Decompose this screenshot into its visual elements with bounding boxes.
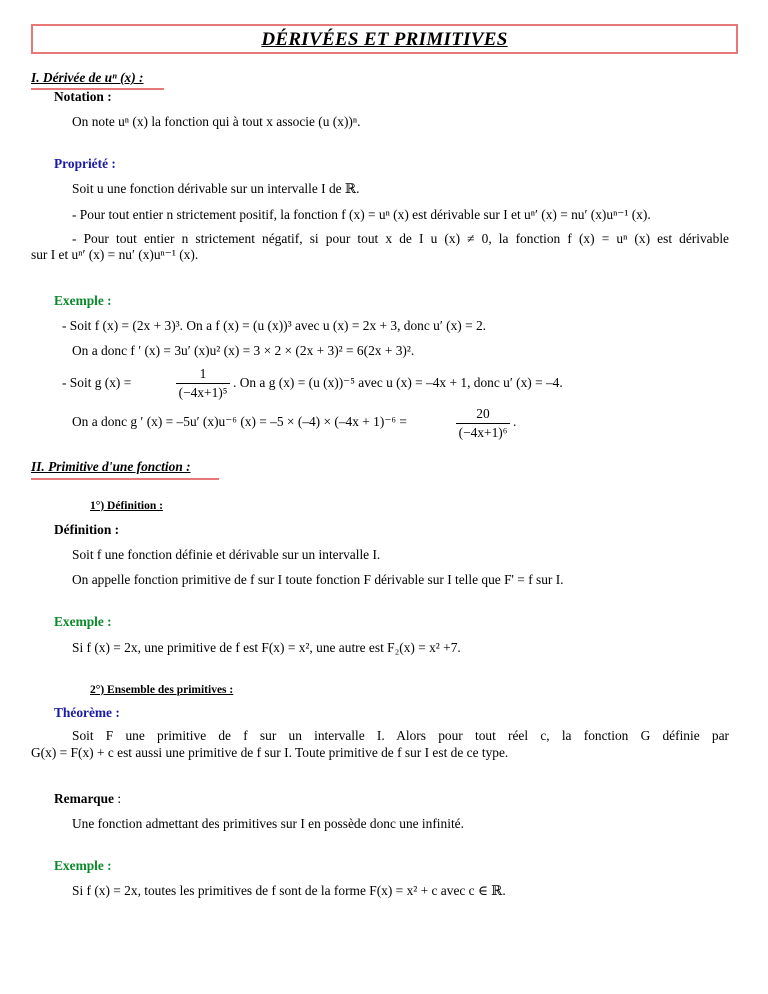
fraction-2-numerator: 20: [476, 406, 490, 421]
exemple-3-line: Si f (x) = 2x, toutes les primitives de f sont de la forme F(x) = x² + c avec c ∈ ℝ.: [72, 883, 506, 898]
notation-label: Notation :: [54, 89, 112, 104]
fraction-1-bar: [176, 383, 230, 384]
notation-text: On note uⁿ (x) la fonction qui à tout x associe (u (x))ⁿ.: [72, 114, 361, 129]
exemple-line-3-prefix: - Soit g (x) =: [62, 375, 132, 390]
section-2-underline: [31, 478, 219, 480]
exemple-label-1: Exemple :: [54, 293, 112, 308]
exemple-line-4-prefix: On a donc g ′ (x) = –5u′ (x)u⁻⁶ (x) = –5 × (–4) × (–4x + 1)⁻⁶ =: [72, 414, 407, 429]
definition-label: Définition :: [54, 522, 120, 537]
exemple-line-3-suffix: . On a g (x) = (u (x))⁻⁵ avec u (x) = –4x + 1, donc u′ (x) = –4.: [233, 375, 563, 390]
propriete-line-3b: sur I et uⁿ′ (x) = nu′ (x)uⁿ⁻¹ (x).: [31, 247, 199, 262]
propriete-line-3a: - Pour tout entier n strictement négatif, si pour tout x de I u (x) ≠ 0, la fonction f (x) = uⁿ (x) est dérivable: [72, 231, 729, 246]
remarque-colon: :: [114, 791, 122, 806]
fraction-1-numerator: 1: [199, 366, 207, 381]
fraction-2-denominator: (−4x+1)⁶: [458, 425, 508, 440]
exemple-2-line: Si f (x) = 2x, une primitive de f est F(x) = x², une autre est F₂(x) = x² +7.: [72, 640, 461, 655]
theoreme-label: Théorème :: [54, 705, 120, 720]
theoreme-line-2: G(x) = F(x) + c est aussi une primitive de f sur I. Toute primitive de f sur I est de ce type.: [31, 745, 509, 760]
exemple-line-4-suffix: .: [513, 414, 517, 429]
fraction-1-denominator: (−4x+1)⁵: [178, 385, 228, 400]
section-1-heading: I. Dérivée de uⁿ (x) :: [31, 70, 144, 85]
exemple-label-2: Exemple :: [54, 614, 112, 629]
exemple-label-3: Exemple :: [54, 858, 112, 873]
subsection-1-heading: 1°) Définition :: [90, 500, 163, 512]
theoreme-line-1: Soit F une primitive de f sur un intervalle I. Alors pour tout réel c, la fonction G définie par: [72, 728, 729, 743]
definition-line-1: Soit f une fonction définie et dérivable sur un intervalle I.: [72, 547, 381, 562]
exemple-line-2: On a donc f ′ (x) = 3u′ (x)u² (x) = 3 × 2 × (2x + 3)² = 6(2x + 3)².: [72, 343, 415, 358]
subsection-2-heading: 2°) Ensemble des primitives :: [90, 684, 234, 696]
propriete-label: Propriété :: [54, 156, 116, 171]
definition-line-2: On appelle fonction primitive de f sur I toute fonction F dérivable sur I telle que F' = f sur I.: [72, 572, 564, 587]
propriete-line-2: - Pour tout entier n strictement positif, la fonction f (x) = uⁿ (x) est dérivable sur I et uⁿ′ (x) = nu′ (x)uⁿ⁻¹ (x).: [72, 207, 651, 222]
fraction-2-bar: [456, 423, 510, 424]
propriete-line-1: Soit u une fonction dérivable sur un intervalle I de ℝ.: [72, 181, 360, 196]
remarque-label: Remarque: [54, 791, 115, 806]
remarque-heading: [54, 791, 121, 807]
section-2-heading: II. Primitive d'une fonction :: [31, 459, 191, 474]
title-box: [31, 24, 738, 54]
remarque-line: Une fonction admettant des primitives sur I en possède donc une infinité.: [72, 816, 464, 831]
page-title: DÉRIVÉES ET PRIMITIVES: [261, 29, 508, 50]
exemple-line-1: - Soit f (x) = (2x + 3)³. On a f (x) = (u (x))³ avec u (x) = 2x + 3, donc u′ (x) = 2.: [62, 318, 487, 333]
